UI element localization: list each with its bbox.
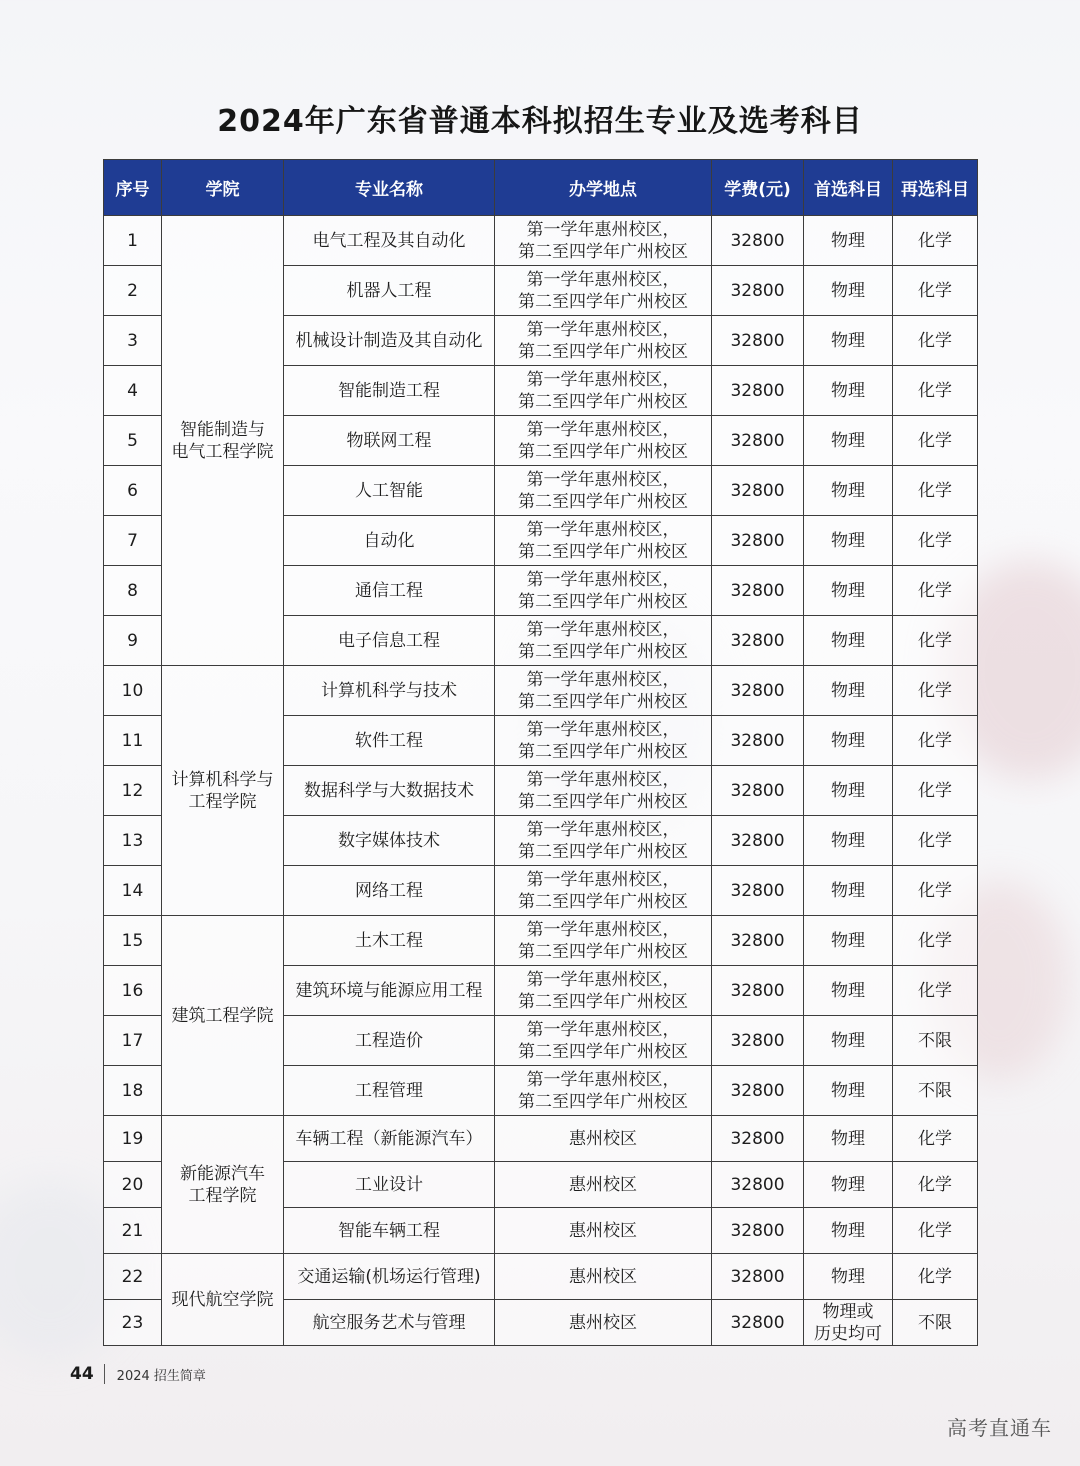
first-subject-cell: 物理 <box>804 316 893 366</box>
location-cell: 惠州校区 <box>495 1162 712 1208</box>
major-cell: 物联网工程 <box>284 416 495 466</box>
first-subject-cell: 物理 <box>804 716 893 766</box>
major-cell: 航空服务艺术与管理 <box>284 1300 495 1346</box>
row-number-cell: 11 <box>104 716 162 766</box>
second-subject-cell: 化学 <box>893 866 978 916</box>
first-subject-cell: 物理 <box>804 1066 893 1116</box>
first-subject-cell: 物理 <box>804 266 893 316</box>
fee-cell: 32800 <box>712 1208 804 1254</box>
header-no: 序号 <box>104 160 162 216</box>
footer-divider <box>104 1364 105 1384</box>
location-cell: 第一学年惠州校区， 第二至四学年广州校区 <box>495 266 712 316</box>
first-subject-cell: 物理 <box>804 916 893 966</box>
location-cell: 惠州校区 <box>495 1254 712 1300</box>
fee-cell: 32800 <box>712 1016 804 1066</box>
page-number: 44 <box>70 1364 94 1384</box>
first-subject-cell: 物理 <box>804 766 893 816</box>
second-subject-cell: 化学 <box>893 316 978 366</box>
row-number-cell: 12 <box>104 766 162 816</box>
second-subject-cell: 化学 <box>893 966 978 1016</box>
major-cell: 网络工程 <box>284 866 495 916</box>
fee-cell: 32800 <box>712 416 804 466</box>
second-subject-cell: 化学 <box>893 1162 978 1208</box>
fee-cell: 32800 <box>712 1254 804 1300</box>
header-fee: 学费(元) <box>712 160 804 216</box>
location-cell: 第一学年惠州校区， 第二至四学年广州校区 <box>495 616 712 666</box>
major-cell: 工程造价 <box>284 1016 495 1066</box>
second-subject-cell: 化学 <box>893 1208 978 1254</box>
row-number-cell: 23 <box>104 1300 162 1346</box>
major-cell: 通信工程 <box>284 566 495 616</box>
major-cell: 自动化 <box>284 516 495 566</box>
location-cell: 第一学年惠州校区， 第二至四学年广州校区 <box>495 916 712 966</box>
location-cell: 第一学年惠州校区， 第二至四学年广州校区 <box>495 966 712 1016</box>
row-number-cell: 4 <box>104 366 162 416</box>
header-second-subject: 再选科目 <box>893 160 978 216</box>
major-cell: 数字媒体技术 <box>284 816 495 866</box>
second-subject-cell: 化学 <box>893 366 978 416</box>
major-cell: 交通运输(机场运行管理) <box>284 1254 495 1300</box>
fee-cell: 32800 <box>712 666 804 716</box>
row-number-cell: 18 <box>104 1066 162 1116</box>
page-footer <box>70 1362 206 1386</box>
second-subject-cell: 化学 <box>893 566 978 616</box>
second-subject-cell: 化学 <box>893 516 978 566</box>
location-cell: 第一学年惠州校区， 第二至四学年广州校区 <box>495 866 712 916</box>
first-subject-cell: 物理 <box>804 816 893 866</box>
college-cell: 建筑工程学院 <box>162 916 284 1116</box>
second-subject-cell: 化学 <box>893 766 978 816</box>
first-subject-cell: 物理 <box>804 516 893 566</box>
location-cell: 惠州校区 <box>495 1300 712 1346</box>
major-cell: 计算机科学与技术 <box>284 666 495 716</box>
first-subject-cell: 物理 <box>804 666 893 716</box>
first-subject-cell: 物理 <box>804 866 893 916</box>
fee-cell: 32800 <box>712 216 804 266</box>
location-cell: 第一学年惠州校区， 第二至四学年广州校区 <box>495 716 712 766</box>
row-number-cell: 1 <box>104 216 162 266</box>
fee-cell: 32800 <box>712 266 804 316</box>
college-cell: 新能源汽车 工程学院 <box>162 1116 284 1254</box>
first-subject-cell: 物理 <box>804 1016 893 1066</box>
row-number-cell: 5 <box>104 416 162 466</box>
location-cell: 第一学年惠州校区， 第二至四学年广州校区 <box>495 416 712 466</box>
major-cell: 智能车辆工程 <box>284 1208 495 1254</box>
first-subject-cell: 物理 <box>804 466 893 516</box>
location-cell: 第一学年惠州校区， 第二至四学年广州校区 <box>495 766 712 816</box>
table-row <box>104 916 978 966</box>
college-cell: 现代航空学院 <box>162 1254 284 1346</box>
location-cell: 第一学年惠州校区， 第二至四学年广州校区 <box>495 466 712 516</box>
major-cell: 工程管理 <box>284 1066 495 1116</box>
fee-cell: 32800 <box>712 916 804 966</box>
row-number-cell: 19 <box>104 1116 162 1162</box>
second-subject-cell: 不限 <box>893 1016 978 1066</box>
watermark-text: 高考直通车 <box>947 1416 1052 1440</box>
location-cell: 惠州校区 <box>495 1208 712 1254</box>
first-subject-cell: 物理 <box>804 366 893 416</box>
header-major: 专业名称 <box>284 160 495 216</box>
major-cell: 建筑环境与能源应用工程 <box>284 966 495 1016</box>
second-subject-cell: 化学 <box>893 816 978 866</box>
table-row <box>104 216 978 266</box>
major-cell: 电子信息工程 <box>284 616 495 666</box>
fee-cell: 32800 <box>712 366 804 416</box>
major-cell: 车辆工程（新能源汽车） <box>284 1116 495 1162</box>
table-row <box>104 1116 978 1162</box>
first-subject-cell: 物理 <box>804 216 893 266</box>
location-cell: 第一学年惠州校区， 第二至四学年广州校区 <box>495 666 712 716</box>
row-number-cell: 2 <box>104 266 162 316</box>
row-number-cell: 17 <box>104 1016 162 1066</box>
location-cell: 第一学年惠州校区， 第二至四学年广州校区 <box>495 1066 712 1116</box>
row-number-cell: 13 <box>104 816 162 866</box>
first-subject-cell: 物理 <box>804 566 893 616</box>
major-cell: 工业设计 <box>284 1162 495 1208</box>
location-cell: 第一学年惠州校区， 第二至四学年广州校区 <box>495 316 712 366</box>
second-subject-cell: 化学 <box>893 266 978 316</box>
major-cell: 机器人工程 <box>284 266 495 316</box>
fee-cell: 32800 <box>712 466 804 516</box>
second-subject-cell: 化学 <box>893 216 978 266</box>
major-cell: 电气工程及其自动化 <box>284 216 495 266</box>
first-subject-cell: 物理 <box>804 416 893 466</box>
major-cell: 机械设计制造及其自动化 <box>284 316 495 366</box>
second-subject-cell: 化学 <box>893 416 978 466</box>
table-body <box>104 216 978 1346</box>
second-subject-cell: 化学 <box>893 716 978 766</box>
row-number-cell: 14 <box>104 866 162 916</box>
location-cell: 第一学年惠州校区， 第二至四学年广州校区 <box>495 216 712 266</box>
first-subject-cell: 物理 <box>804 1208 893 1254</box>
second-subject-cell: 化学 <box>893 466 978 516</box>
first-subject-cell: 物理 <box>804 1254 893 1300</box>
location-cell: 惠州校区 <box>495 1116 712 1162</box>
location-cell: 第一学年惠州校区， 第二至四学年广州校区 <box>495 1016 712 1066</box>
second-subject-cell: 化学 <box>893 1254 978 1300</box>
location-cell: 第一学年惠州校区， 第二至四学年广州校区 <box>495 516 712 566</box>
fee-cell: 32800 <box>712 766 804 816</box>
first-subject-cell: 物理 <box>804 966 893 1016</box>
row-number-cell: 6 <box>104 466 162 516</box>
row-number-cell: 22 <box>104 1254 162 1300</box>
major-cell: 人工智能 <box>284 466 495 516</box>
fee-cell: 32800 <box>712 616 804 666</box>
row-number-cell: 9 <box>104 616 162 666</box>
second-subject-cell: 化学 <box>893 666 978 716</box>
second-subject-cell: 化学 <box>893 916 978 966</box>
row-number-cell: 7 <box>104 516 162 566</box>
row-number-cell: 3 <box>104 316 162 366</box>
publication-name: 2024 招生简章 <box>116 1368 206 1384</box>
row-number-cell: 20 <box>104 1162 162 1208</box>
page-title: 2024年广东省普通本科拟招生专业及选考科目 <box>217 104 863 139</box>
header-college: 学院 <box>162 160 284 216</box>
fee-cell: 32800 <box>712 316 804 366</box>
college-cell: 智能制造与 电气工程学院 <box>162 216 284 666</box>
second-subject-cell: 化学 <box>893 1116 978 1162</box>
table-row <box>104 666 978 716</box>
location-cell: 第一学年惠州校区， 第二至四学年广州校区 <box>495 816 712 866</box>
location-cell: 第一学年惠州校区， 第二至四学年广州校区 <box>495 366 712 416</box>
fee-cell: 32800 <box>712 516 804 566</box>
first-subject-cell: 物理 <box>804 616 893 666</box>
fee-cell: 32800 <box>712 1162 804 1208</box>
fee-cell: 32800 <box>712 716 804 766</box>
majors-table <box>103 159 978 1346</box>
fee-cell: 32800 <box>712 566 804 616</box>
table-header-row <box>104 160 978 216</box>
fee-cell: 32800 <box>712 966 804 1016</box>
major-cell: 土木工程 <box>284 916 495 966</box>
second-subject-cell: 不限 <box>893 1300 978 1346</box>
fee-cell: 32800 <box>712 1300 804 1346</box>
college-cell: 计算机科学与 工程学院 <box>162 666 284 916</box>
row-number-cell: 21 <box>104 1208 162 1254</box>
fee-cell: 32800 <box>712 816 804 866</box>
fee-cell: 32800 <box>712 866 804 916</box>
header-first-subject: 首选科目 <box>804 160 893 216</box>
first-subject-cell: 物理 <box>804 1162 893 1208</box>
second-subject-cell: 化学 <box>893 616 978 666</box>
fee-cell: 32800 <box>712 1066 804 1116</box>
major-cell: 软件工程 <box>284 716 495 766</box>
header-location: 办学地点 <box>495 160 712 216</box>
first-subject-cell: 物理或 历史均可 <box>804 1300 893 1346</box>
second-subject-cell: 不限 <box>893 1066 978 1116</box>
first-subject-cell: 物理 <box>804 1116 893 1162</box>
major-cell: 数据科学与大数据技术 <box>284 766 495 816</box>
row-number-cell: 10 <box>104 666 162 716</box>
major-cell: 智能制造工程 <box>284 366 495 416</box>
row-number-cell: 8 <box>104 566 162 616</box>
fee-cell: 32800 <box>712 1116 804 1162</box>
row-number-cell: 15 <box>104 916 162 966</box>
row-number-cell: 16 <box>104 966 162 1016</box>
location-cell: 第一学年惠州校区， 第二至四学年广州校区 <box>495 566 712 616</box>
table-row <box>104 1254 978 1300</box>
